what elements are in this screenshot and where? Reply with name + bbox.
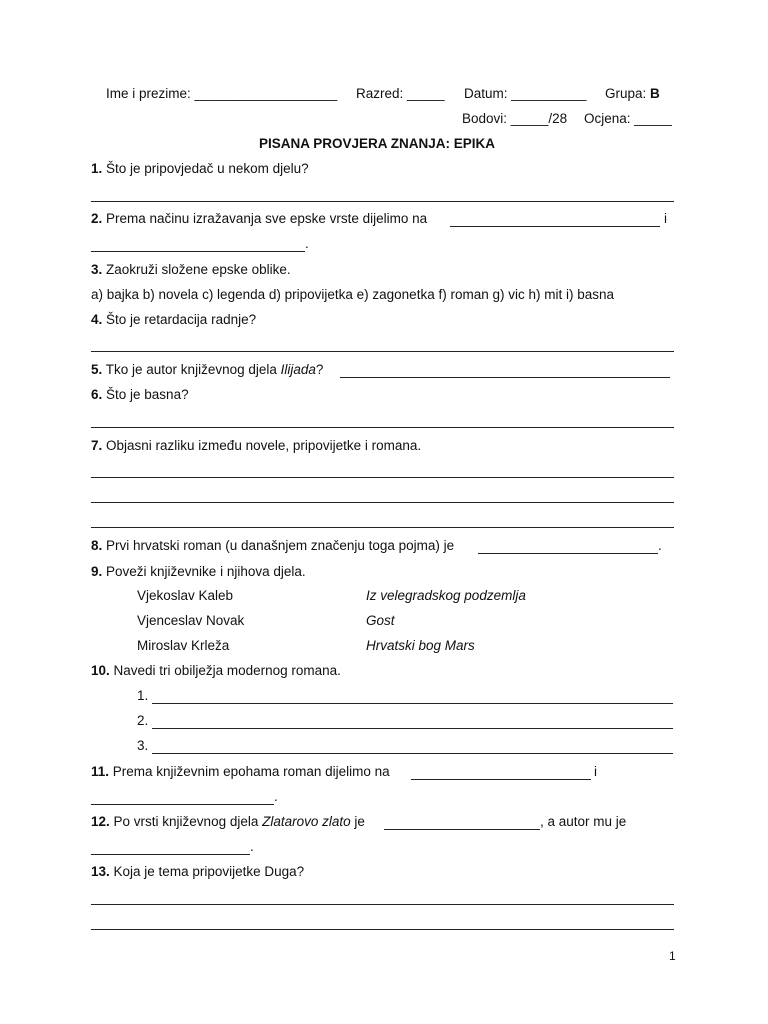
work-item[interactable]: Gost [366, 613, 395, 628]
group-value: B [650, 86, 660, 101]
date-field [464, 86, 586, 102]
list-item-number: 2. [137, 713, 149, 728]
question-number: 12. [91, 814, 110, 829]
answer-blank[interactable] [478, 553, 658, 554]
answer-line[interactable] [91, 477, 674, 478]
answer-line[interactable] [91, 527, 674, 528]
question-5 [91, 362, 323, 378]
author-item[interactable]: Vjenceslav Novak [137, 613, 245, 628]
question-text: Objasni razliku između novele, pripovijetke i romana. [102, 438, 422, 453]
question-4 [91, 312, 256, 328]
question-13 [91, 864, 304, 880]
question-number: 11. [91, 764, 110, 779]
question-text: ? [315, 362, 324, 377]
author-item[interactable]: Vjekoslav Kaleb [137, 588, 234, 603]
conjunction: i [594, 764, 597, 779]
answer-blank[interactable] [91, 854, 250, 855]
points-label: Bodovi: [462, 111, 508, 126]
question-7 [91, 438, 421, 454]
answer-blank[interactable] [411, 779, 591, 780]
question-text: Prema književnim epohama roman dijelimo na [109, 764, 390, 779]
answer-line[interactable] [91, 904, 674, 905]
question-number: 2. [91, 211, 103, 226]
work-title: Zlatarovo zlato [262, 814, 351, 829]
question-9 [91, 564, 306, 580]
question-number: 1. [91, 161, 103, 176]
conjunction: i [664, 211, 667, 226]
answer-line[interactable] [91, 201, 674, 202]
date-blank[interactable]: __________ [511, 86, 587, 101]
answer-blank[interactable] [450, 226, 660, 227]
class-field [356, 86, 445, 102]
group-field [605, 86, 660, 102]
question-text: Tko je autor književnog djela [102, 362, 281, 377]
period: . [274, 789, 278, 804]
question-text: Što je basna? [102, 387, 189, 402]
question-text: Što je pripovjedač u nekom djelu? [102, 161, 309, 176]
name-blank[interactable]: ___________________ [194, 86, 338, 101]
points-field [462, 111, 567, 127]
question-2 [91, 211, 427, 227]
name-label: Ime i prezime: [106, 86, 191, 101]
question-number: 6. [91, 387, 103, 402]
period: . [658, 538, 662, 553]
question-text: Navedi tri obilježja modernog romana. [109, 663, 341, 678]
period: . [305, 236, 309, 251]
work-title: Ilijada [280, 362, 316, 377]
answer-line[interactable] [152, 728, 673, 729]
question-text: Što je retardacija radnje? [102, 312, 257, 327]
question-3-options[interactable]: a) bajka b) novela c) legenda d) pripovijetka e) zagonetka f) roman g) vic h) mit i) basna [91, 287, 614, 302]
question-11 [91, 764, 390, 780]
answer-blank[interactable] [340, 377, 670, 378]
points-blank[interactable]: _____ [510, 111, 549, 126]
class-blank[interactable]: _____ [407, 86, 445, 101]
question-text: Prvi hrvatski roman (u današnjem značenju toga pojma) je [102, 538, 455, 553]
work-item[interactable]: Iz velegradskog podzemlja [366, 588, 526, 603]
question-text: Po vrsti književnog djela [109, 814, 263, 829]
answer-line[interactable] [91, 351, 674, 352]
page-title: PISANA PROVJERA ZNANJA: EPIKA [259, 136, 496, 151]
question-number: 7. [91, 438, 103, 453]
question-1 [91, 161, 309, 177]
grade-field [584, 111, 672, 127]
question-text: je [350, 814, 365, 829]
points-total: /28 [548, 111, 568, 126]
class-label: Razred: [356, 86, 404, 101]
answer-line[interactable] [91, 427, 674, 428]
question-text: Prema načinu izražavanja sve epske vrste dijelimo na [102, 211, 428, 226]
name-field [106, 86, 337, 102]
group-label: Grupa: [605, 86, 647, 101]
question-number: 13. [91, 864, 110, 879]
list-item-number: 1. [137, 688, 149, 703]
question-number: 10. [91, 663, 110, 678]
question-number: 3. [91, 262, 103, 277]
question-6 [91, 387, 189, 403]
question-text: , a autor mu je [540, 814, 627, 829]
question-text: Poveži književnike i njihova djela. [102, 564, 306, 579]
answer-line[interactable] [91, 502, 674, 503]
answer-line[interactable] [152, 703, 673, 704]
grade-blank[interactable]: _____ [634, 111, 672, 126]
answer-blank[interactable] [91, 251, 305, 252]
author-item[interactable]: Miroslav Krleža [137, 638, 230, 653]
answer-blank[interactable] [91, 804, 274, 805]
question-number: 8. [91, 538, 103, 553]
date-label: Datum: [464, 86, 508, 101]
question-number: 4. [91, 312, 103, 327]
work-item[interactable]: Hrvatski bog Mars [366, 638, 475, 653]
answer-line[interactable] [152, 753, 673, 754]
list-item-number: 3. [137, 738, 149, 753]
question-12 [91, 814, 365, 830]
period: . [250, 839, 254, 854]
answer-blank[interactable] [384, 829, 540, 830]
question-3 [91, 262, 291, 278]
answer-line[interactable] [91, 929, 674, 930]
question-number: 9. [91, 564, 103, 579]
page-number: 1 [669, 949, 676, 963]
question-text: Koja je tema pripovijetke Duga? [109, 864, 305, 879]
question-text: Zaokruži složene epske oblike. [102, 262, 291, 277]
question-10 [91, 663, 341, 679]
grade-label: Ocjena: [584, 111, 631, 126]
question-number: 5. [91, 362, 103, 377]
question-8 [91, 538, 454, 554]
